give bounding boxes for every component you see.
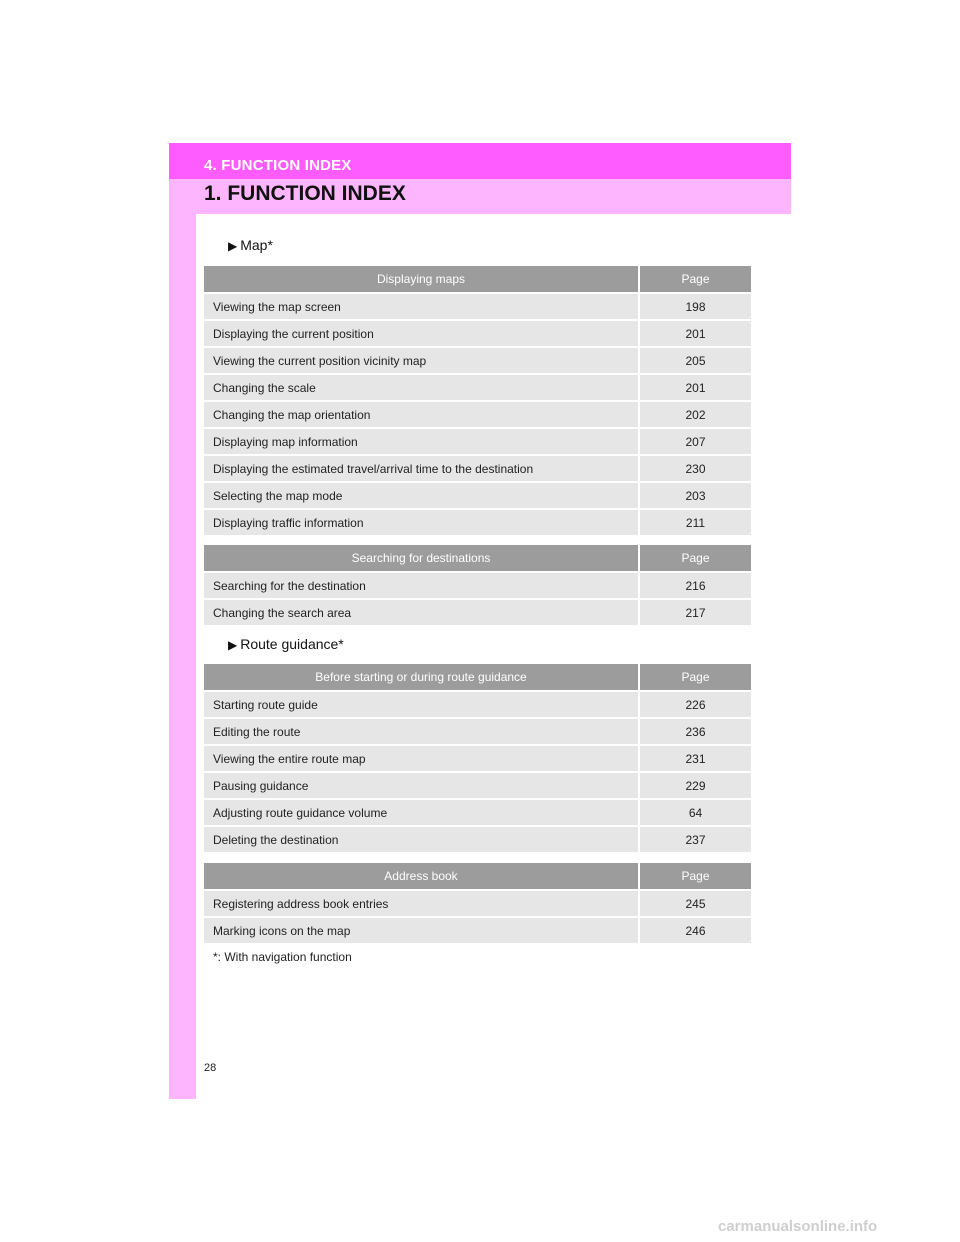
row-page: 203 bbox=[639, 482, 751, 509]
row-item: Displaying map information bbox=[204, 428, 639, 455]
watermark: carmanualsonline.info bbox=[718, 1218, 878, 1235]
column-header-item: Address book bbox=[204, 863, 639, 890]
table-row bbox=[204, 455, 751, 482]
table-row bbox=[204, 320, 751, 347]
row-item: Selecting the map mode bbox=[204, 482, 639, 509]
row-item: Adjusting route guidance volume bbox=[204, 799, 639, 826]
column-header-page: Page bbox=[639, 266, 751, 293]
row-item: Displaying the estimated travel/arrival time to the destination bbox=[204, 455, 639, 482]
row-item: Registering address book entries bbox=[204, 890, 639, 917]
table-row bbox=[204, 917, 751, 944]
column-header-page: Page bbox=[639, 545, 751, 572]
column-header-item: Displaying maps bbox=[204, 266, 639, 293]
row-item: Changing the search area bbox=[204, 599, 639, 626]
table-displaying-maps bbox=[204, 266, 751, 537]
table-row bbox=[204, 509, 751, 536]
row-page: 217 bbox=[639, 599, 751, 626]
row-page: 205 bbox=[639, 347, 751, 374]
subheading-map-label: Map* bbox=[240, 237, 273, 253]
page-number: 28 bbox=[204, 1062, 217, 1074]
row-item: Changing the map orientation bbox=[204, 401, 639, 428]
row-page: 216 bbox=[639, 572, 751, 599]
row-page: 229 bbox=[639, 772, 751, 799]
row-item: Pausing guidance bbox=[204, 772, 639, 799]
table-row bbox=[204, 374, 751, 401]
column-header-item: Searching for destinations bbox=[204, 545, 639, 572]
triangle-bullet-icon: ▶ bbox=[228, 239, 238, 253]
row-page: 198 bbox=[639, 293, 751, 320]
left-margin-band bbox=[169, 143, 196, 1099]
column-header-item: Before starting or during route guidance bbox=[204, 664, 639, 691]
row-page: 231 bbox=[639, 745, 751, 772]
row-page: 230 bbox=[639, 455, 751, 482]
row-page: 236 bbox=[639, 718, 751, 745]
table-row bbox=[204, 347, 751, 374]
table-row bbox=[204, 599, 751, 626]
row-page: 201 bbox=[639, 374, 751, 401]
table-address-book bbox=[204, 863, 751, 945]
table-row bbox=[204, 890, 751, 917]
row-item: Displaying the current position bbox=[204, 320, 639, 347]
section-label: 4. FUNCTION INDEX bbox=[204, 157, 352, 174]
row-page: 202 bbox=[639, 401, 751, 428]
footnote: *: With navigation function bbox=[213, 950, 352, 964]
row-page: 207 bbox=[639, 428, 751, 455]
row-page: 226 bbox=[639, 691, 751, 718]
triangle-bullet-icon: ▶ bbox=[228, 638, 238, 652]
row-page: 237 bbox=[639, 826, 751, 853]
row-page: 246 bbox=[639, 917, 751, 944]
row-item: Editing the route bbox=[204, 718, 639, 745]
table-row bbox=[204, 401, 751, 428]
row-item: Displaying traffic information bbox=[204, 509, 639, 536]
subheading-route-guidance-label: Route guidance* bbox=[240, 636, 344, 652]
table-row bbox=[204, 293, 751, 320]
row-page: 245 bbox=[639, 890, 751, 917]
row-item: Viewing the current position vicinity map bbox=[204, 347, 639, 374]
table-route-guidance bbox=[204, 664, 751, 854]
row-item: Searching for the destination bbox=[204, 572, 639, 599]
table-row bbox=[204, 718, 751, 745]
table-row bbox=[204, 572, 751, 599]
table-row bbox=[204, 691, 751, 718]
row-page: 64 bbox=[639, 799, 751, 826]
subheading-map bbox=[228, 237, 273, 253]
subheading-route-guidance bbox=[228, 636, 344, 652]
row-item: Marking icons on the map bbox=[204, 917, 639, 944]
row-page: 211 bbox=[639, 509, 751, 536]
table-row bbox=[204, 799, 751, 826]
table-row bbox=[204, 826, 751, 853]
table-row bbox=[204, 482, 751, 509]
table-row bbox=[204, 745, 751, 772]
table-row bbox=[204, 772, 751, 799]
table-searching-for-destinations bbox=[204, 545, 751, 627]
row-item: Viewing the map screen bbox=[204, 293, 639, 320]
table-row bbox=[204, 428, 751, 455]
row-item: Changing the scale bbox=[204, 374, 639, 401]
page-title: 1. FUNCTION INDEX bbox=[204, 182, 406, 205]
row-item: Starting route guide bbox=[204, 691, 639, 718]
column-header-page: Page bbox=[639, 863, 751, 890]
row-item: Viewing the entire route map bbox=[204, 745, 639, 772]
row-page: 201 bbox=[639, 320, 751, 347]
row-item: Deleting the destination bbox=[204, 826, 639, 853]
column-header-page: Page bbox=[639, 664, 751, 691]
